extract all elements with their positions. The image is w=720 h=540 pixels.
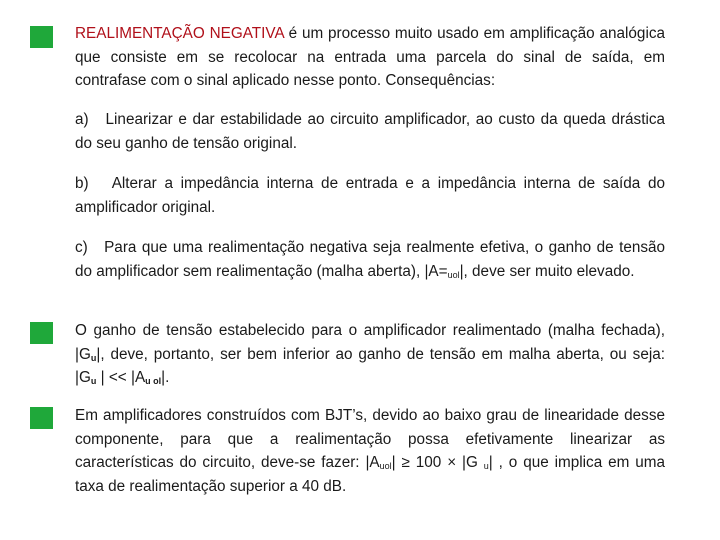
consequence-a (75, 108, 665, 155)
consequence-a-text: Linearizar e dar estabilidade ao circuito amplificador, ao custo da queda drástica do seu ganho de tensão original. (75, 111, 666, 152)
bjt-text-3: | , o que implica em uma taxa de realimentação superior a 40 dB. (75, 454, 665, 495)
closed-loop-sub-3: u ol (145, 376, 162, 386)
intro-tail: . Consequências: (376, 72, 496, 89)
closed-loop-paragraph (75, 319, 665, 390)
consequence-c-sub: uol (447, 269, 460, 280)
consequence-c-text-1: Para que uma realimentação negativa seja realmente efetiva, o ganho de tensão do amplificador sem realimentação (malha aberta), |A= (75, 239, 665, 280)
bullet-square-3 (30, 407, 53, 429)
consequence-c-text-2: |, deve ser muito elevado. (459, 262, 635, 280)
closed-loop-text-2: |, deve, portanto, ser bem inferior ao ganho de tensão em malha aberta, ou seja: |G (75, 345, 665, 386)
bjt-text-2: | ≥ 100 × |G (391, 454, 484, 471)
closed-loop-text-3: | << |A (96, 369, 146, 386)
closed-loop-sub-1: u (90, 352, 97, 363)
marker-a: a) (75, 111, 89, 128)
bjt-paragraph (75, 404, 665, 498)
consequence-b-text: Alterar a impedância interna de entrada e a impedância interna de saída do amplificador original. (75, 175, 665, 216)
closed-loop-sub-2: u (90, 376, 97, 386)
bjt-sub-1: uol (379, 461, 392, 471)
bullet-square-2 (30, 322, 53, 344)
marker-c: c) (75, 239, 88, 256)
marker-b: b) (75, 175, 89, 192)
consequence-c (75, 236, 665, 283)
bullet-square-1 (30, 26, 53, 48)
term-realimentacao-negativa: REALIMENTAÇÃO NEGATIVA (75, 25, 284, 42)
intro-text: é um processo muito usado em amplificação analógica que consiste em se recolocar na entrada uma parcela do sinal de saída, em contrafase com o sinal aplicado nesse ponto (75, 25, 665, 89)
bjt-text-1: Em amplificadores construídos com BJT’s, devido ao baixo grau de linearidade desse componente, para que a realimentação possa efetivamente linearizar as características do circuito, deve-se fazer: |A (75, 407, 665, 471)
intro-paragraph (75, 22, 665, 93)
bjt-sub-2: u (483, 461, 489, 471)
consequence-b (75, 172, 665, 219)
closed-loop-text-1: O ganho de tensão estabelecido para o amplificador realimentado (malha fechada), |G (75, 322, 665, 363)
closed-loop-text-4: |. (161, 369, 170, 386)
